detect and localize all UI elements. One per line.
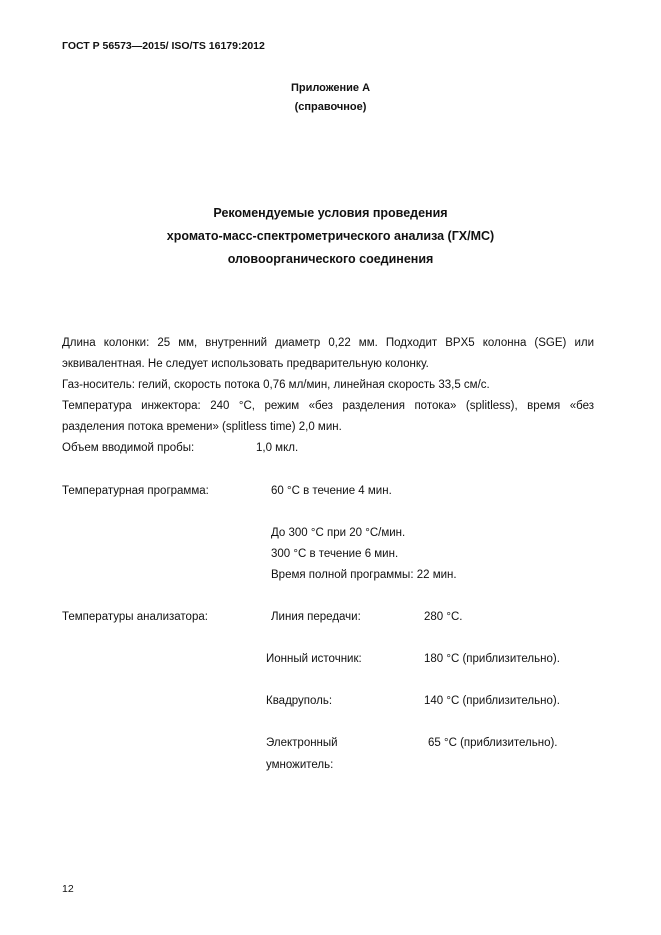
- injector-paragraph-line-2: разделения потока времени» (splitless time) 2,0 мин.: [62, 421, 342, 433]
- analyzer-row-value: 180 °C (приблизительно).: [424, 653, 560, 665]
- analyzer-row-name: Электронный: [266, 737, 338, 749]
- injection-volume-label: Объем вводимой пробы:: [62, 442, 195, 454]
- injector-paragraph-line-1: Температура инжектора: 240 °C, режим «без разделения потока» (splitless), время «без: [62, 400, 594, 412]
- temperature-program-label: Температурная программа:: [62, 485, 209, 497]
- program-step-2: До 300 °C при 20 °C/мин.: [271, 527, 406, 539]
- carrier-gas-line: Газ-носитель: гелий, скорость потока 0,76 мл/мин, линейная скорость 33,5 см/с.: [62, 379, 490, 391]
- analyzer-row-value: 65 °C (приблизительно).: [428, 737, 558, 749]
- analyzer-row-name: Ионный источник:: [266, 653, 362, 665]
- heading-line-2: хромато-масс-спектрометрического анализа (ГХ/МС): [166, 229, 495, 243]
- analyzer-row-name: Линия передачи:: [271, 611, 361, 623]
- page-number: 12: [62, 883, 74, 895]
- analyzer-row-name: Квадруполь:: [266, 695, 333, 707]
- program-step-1: 60 °C в течение 4 мин.: [271, 485, 392, 497]
- analyzer-row-value: 280 °C.: [424, 611, 463, 623]
- column-paragraph-line-1: Длина колонки: 25 мм, внутренний диаметр 0,22 мм. Подходит BPX5 колонна (SGE) или: [62, 337, 594, 349]
- analyzer-row-name-continued: умножитель:: [266, 759, 334, 771]
- program-step-3: 300 °C в течение 6 мин.: [271, 548, 399, 560]
- column-paragraph-line-2: эквивалентная. Не следует использовать предварительную колонку.: [62, 358, 429, 370]
- annex-title: Приложение А: [290, 82, 371, 94]
- annex-subtitle: (справочное): [294, 101, 367, 113]
- heading-line-3: оловоорганического соединения: [227, 252, 434, 266]
- document-header: ГОСТ Р 56573—2015/ ISO/TS 16179:2012: [62, 40, 265, 52]
- injection-volume-value: 1,0 мкл.: [256, 442, 299, 454]
- program-step-4: Время полной программы: 22 мин.: [271, 569, 457, 581]
- heading-line-1: Рекомендуемые условия проведения: [213, 206, 448, 220]
- analyzer-temperatures-label: Температуры анализатора:: [62, 611, 208, 623]
- analyzer-row-value: 140 °C (приблизительно).: [424, 695, 560, 707]
